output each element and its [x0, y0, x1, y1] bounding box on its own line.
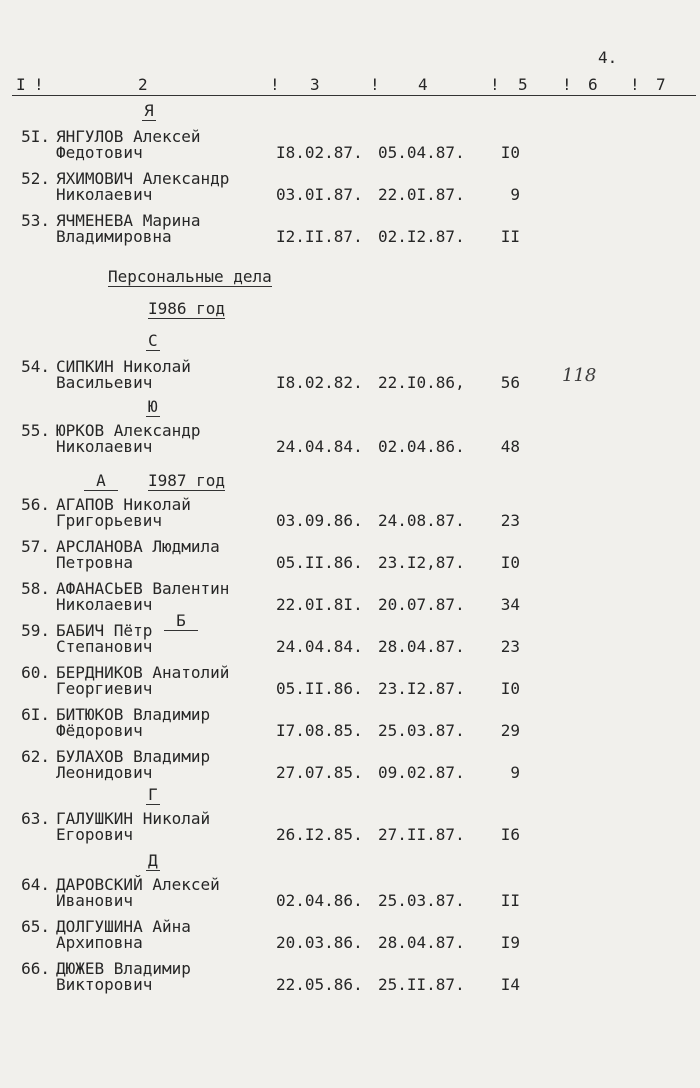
entry-count: 9	[510, 185, 520, 204]
header-sep-1: !	[34, 75, 44, 94]
entry-start-date: 03.0I.87.	[276, 185, 363, 204]
entry-patronymic: Георгиевич	[56, 679, 153, 698]
entry-start-date: I2.II.87.	[276, 227, 363, 246]
entry-count: I0	[500, 679, 520, 698]
entry-number: 63.	[21, 809, 50, 828]
entry-number: 58.	[21, 579, 50, 598]
entry-end-date: 28.04.87.	[378, 933, 465, 952]
entry-end-date: 20.07.87.	[378, 595, 465, 614]
entry-name: ЯНГУЛОВ Алексей	[56, 127, 201, 146]
entry-name: ЯХИМОВИЧ Александр	[56, 169, 230, 188]
entry-name: ДЮЖЕВ Владимир	[56, 959, 191, 978]
entry-start-date: 05.II.86.	[276, 553, 363, 572]
header-col-5: 5	[518, 75, 528, 94]
entry-patronymic: Николаевич	[56, 437, 153, 456]
header-col-1: I	[16, 75, 26, 94]
entry-name: СИПКИН Николай	[56, 357, 191, 376]
entry-name: АГАПОВ Николай	[56, 495, 191, 514]
letter-heading-a: А	[84, 472, 118, 491]
entry-number: 5I.	[21, 127, 50, 146]
entry-number: 56.	[21, 495, 50, 514]
section-year-1986: I986 год	[148, 299, 226, 318]
entry-number: 57.	[21, 537, 50, 556]
entry-name: ДОЛГУШИНА Айна	[56, 917, 191, 936]
entry-count: I6	[500, 825, 520, 844]
entry-patronymic: Николаевич	[56, 595, 153, 614]
entry-count: 48	[500, 437, 520, 456]
entry-count: 56	[500, 373, 520, 392]
header-sep-3: !	[370, 75, 380, 94]
header-col-2: 2	[138, 75, 148, 94]
entry-end-date: 24.08.87.	[378, 511, 465, 530]
letter-heading-s: С	[148, 331, 158, 350]
entry-count: II	[500, 227, 520, 246]
entry-patronymic: Федотович	[56, 143, 143, 162]
entry-start-date: I7.08.85.	[276, 721, 363, 740]
header-col-3: 3	[310, 75, 320, 94]
entry-count: 29	[500, 721, 520, 740]
entry-patronymic: Архиповна	[56, 933, 143, 952]
entry-start-date: 22.0I.8I.	[276, 595, 363, 614]
entry-patronymic: Егорович	[56, 825, 134, 844]
entry-number: 59.	[21, 621, 50, 640]
entry-end-date: 02.I2.87.	[378, 227, 465, 246]
entry-count: 34	[500, 595, 520, 614]
header-underline	[12, 95, 696, 96]
entry-end-date: 25.03.87.	[378, 721, 465, 740]
entry-patronymic: Леонидович	[56, 763, 153, 782]
entry-start-date: I8.02.87.	[276, 143, 363, 162]
entry-patronymic: Григорьевич	[56, 511, 162, 530]
entry-name: БЕРДНИКОВ Анатолий	[56, 663, 230, 682]
entry-number: 64.	[21, 875, 50, 894]
entry-number: 65.	[21, 917, 50, 936]
entry-start-date: 02.04.86.	[276, 891, 363, 910]
header-sep-5: !	[562, 75, 572, 94]
entry-end-date: 23.I2,87.	[378, 553, 465, 572]
header-sep-6: !	[630, 75, 640, 94]
entry-number: 53.	[21, 211, 50, 230]
entry-start-date: 22.05.86.	[276, 975, 363, 994]
entry-count: 23	[500, 637, 520, 656]
entry-number: 55.	[21, 421, 50, 440]
letter-heading-b: Б	[164, 612, 198, 631]
entry-start-date: 24.04.84.	[276, 637, 363, 656]
header-sep-2: !	[270, 75, 280, 94]
entry-count: II	[500, 891, 520, 910]
handwritten-note: 118	[562, 365, 597, 386]
entry-start-date: 26.I2.85.	[276, 825, 363, 844]
entry-count: 9	[510, 763, 520, 782]
entry-end-date: 23.I2.87.	[378, 679, 465, 698]
entry-count: I4	[500, 975, 520, 994]
entry-end-date: 05.04.87.	[378, 143, 465, 162]
entry-end-date: 22.I0.86,	[378, 373, 465, 392]
letter-heading-g: Г	[148, 785, 158, 804]
header-col-4: 4	[418, 75, 428, 94]
entry-end-date: 22.0I.87.	[378, 185, 465, 204]
header-col-6: 6	[588, 75, 598, 94]
letter-heading-d: Д	[148, 851, 158, 870]
entry-start-date: 05.II.86.	[276, 679, 363, 698]
letter-heading-ya: Я	[144, 101, 154, 120]
entry-number: 60.	[21, 663, 50, 682]
entry-end-date: 27.II.87.	[378, 825, 465, 844]
entry-end-date: 09.02.87.	[378, 763, 465, 782]
entry-end-date: 02.04.86.	[378, 437, 465, 456]
entry-number: 62.	[21, 747, 50, 766]
section-title-personal: Персональные дела	[108, 267, 272, 286]
entry-start-date: 03.09.86.	[276, 511, 363, 530]
header-col-7: 7	[656, 75, 666, 94]
entry-count: I0	[500, 553, 520, 572]
entry-name: АФАНАСЬЕВ Валентин	[56, 579, 230, 598]
entry-number: 6I.	[21, 705, 50, 724]
section-year-1987: I987 год	[148, 471, 226, 490]
entry-start-date: 20.03.86.	[276, 933, 363, 952]
entry-patronymic: Степанович	[56, 637, 153, 656]
entry-count: I0	[500, 143, 520, 162]
entry-count: 23	[500, 511, 520, 530]
entry-end-date: 28.04.87.	[378, 637, 465, 656]
entry-name: ГАЛУШКИН Николай	[56, 809, 211, 828]
entry-patronymic: Николаевич	[56, 185, 153, 204]
entry-count: I9	[500, 933, 520, 952]
entry-name: БУЛАХОВ Владимир	[56, 747, 211, 766]
entry-patronymic: Владимировна	[56, 227, 172, 246]
entry-name: БИТЮКОВ Владимир	[56, 705, 211, 724]
entry-start-date: 27.07.85.	[276, 763, 363, 782]
header-sep-4: !	[490, 75, 500, 94]
entry-patronymic: Васильевич	[56, 373, 153, 392]
entry-end-date: 25.II.87.	[378, 975, 465, 994]
page-number: 4.	[598, 48, 618, 67]
entry-patronymic: Викторович	[56, 975, 153, 994]
entry-name: ЯЧМЕНЕВА Марина	[56, 211, 201, 230]
entry-name: БАБИЧ Пётр	[56, 621, 153, 640]
entry-number: 52.	[21, 169, 50, 188]
entry-patronymic: Петровна	[56, 553, 134, 572]
entry-name: АРСЛАНОВА Людмила	[56, 537, 220, 556]
entry-name: ЮРКОВ Александр	[56, 421, 201, 440]
entry-number: 66.	[21, 959, 50, 978]
entry-end-date: 25.03.87.	[378, 891, 465, 910]
entry-number: 54.	[21, 357, 50, 376]
letter-heading-yu: Ю	[148, 397, 158, 416]
entry-patronymic: Иванович	[56, 891, 134, 910]
entry-start-date: I8.02.82.	[276, 373, 363, 392]
entry-start-date: 24.04.84.	[276, 437, 363, 456]
entry-name: ДАРОВСКИЙ Алексей	[56, 875, 220, 894]
entry-patronymic: Фёдорович	[56, 721, 143, 740]
